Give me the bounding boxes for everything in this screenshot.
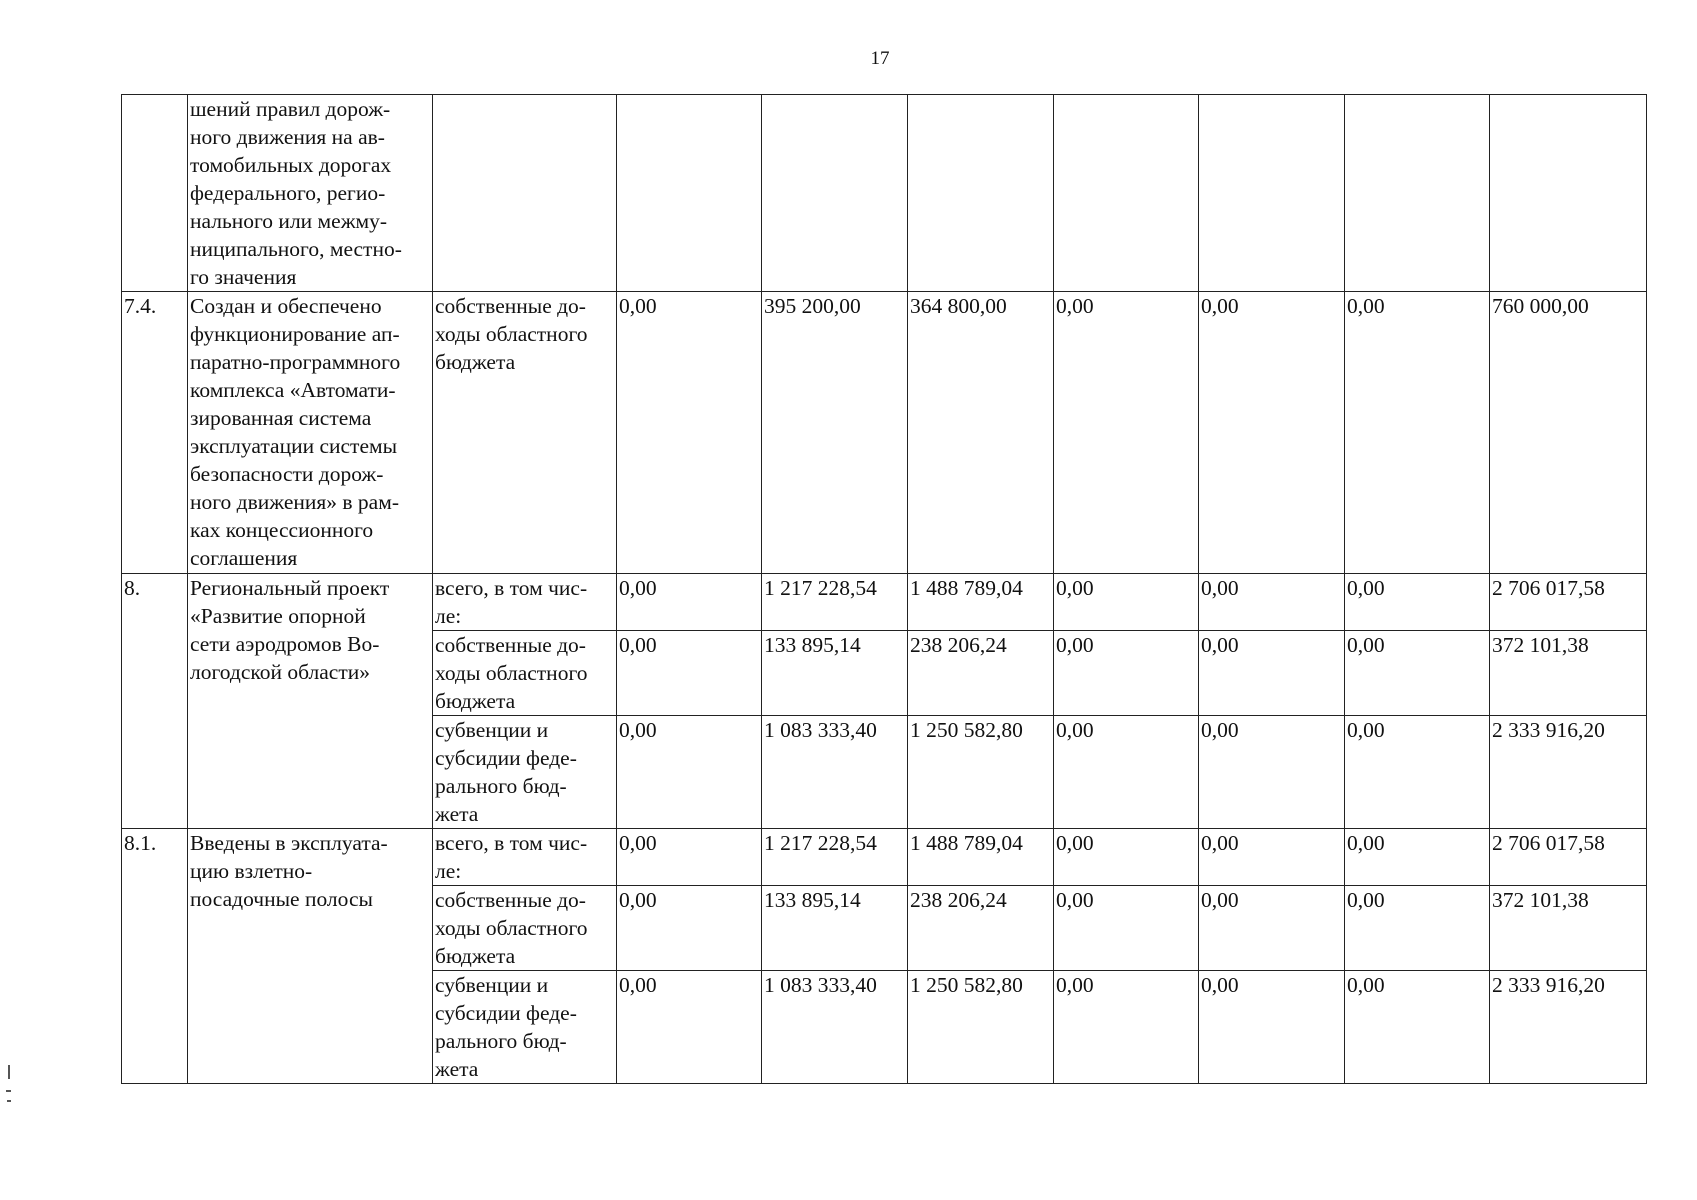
amount-cell: 1 488 789,04 [908,829,1054,886]
item-name-cell: Региональный проект «Развитие опорной сети аэродромов Во- логодской области» [188,574,433,829]
table-row [122,574,1647,631]
amount-cell: 0,00 [1054,886,1199,971]
amount-cell: 133 895,14 [762,886,908,971]
table-row [122,95,1647,292]
budget-table [121,94,1647,1084]
amount-cell: 364 800,00 [908,292,1054,574]
amount-cell: 0,00 [1054,292,1199,574]
item-number-cell [122,95,188,292]
amount-cell: 0,00 [1199,971,1345,1084]
amount-cell: 0,00 [617,631,762,716]
amount-cell: 0,00 [1345,886,1490,971]
amount-cell: 0,00 [1199,574,1345,631]
amount-cell: 0,00 [1345,574,1490,631]
amount-cell: 760 000,00 [1490,292,1647,574]
amount-cell: 0,00 [1054,631,1199,716]
amount-cell: 0,00 [617,886,762,971]
amount-cell: 0,00 [1345,971,1490,1084]
amount-cell: 1 217 228,54 [762,574,908,631]
amount-cell: 0,00 [1054,716,1199,829]
scan-artifact [7,1100,11,1102]
amount-cell: 0,00 [1345,829,1490,886]
table-body [122,95,1647,1084]
amount-cell: 0,00 [1054,971,1199,1084]
amount-cell: 0,00 [1345,631,1490,716]
amount-cell: 2 333 916,20 [1490,971,1647,1084]
funding-source-cell: всего, в том чис- ле: [433,829,617,886]
amount-cell: 1 083 333,40 [762,971,908,1084]
amount-cell: 1 083 333,40 [762,716,908,829]
amount-cell: 0,00 [1054,829,1199,886]
scan-artifact [8,1065,10,1079]
amount-cell: 0,00 [1199,292,1345,574]
amount-cell: 0,00 [1054,574,1199,631]
amount-cell: 1 488 789,04 [908,574,1054,631]
amount-cell [762,95,908,292]
amount-cell: 1 250 582,80 [908,716,1054,829]
amount-cell: 133 895,14 [762,631,908,716]
amount-cell: 0,00 [1199,716,1345,829]
amount-cell: 0,00 [617,971,762,1084]
amount-cell [1490,95,1647,292]
amount-cell: 2 706 017,58 [1490,829,1647,886]
funding-source-cell: собственные до- ходы областного бюджета [433,631,617,716]
item-name-cell: Создан и обеспечено функционирование ап- паратно-программного комплекса «Автомати- зированная система эксплуатации системы безопасности дорож- ного движения» в рам- ках концессионного соглашения [188,292,433,574]
funding-source-cell: собственные до- ходы областного бюджета [433,292,617,574]
item-number-cell: 8. [122,574,188,829]
amount-cell: 0,00 [1345,716,1490,829]
funding-source-cell: всего, в том чис- ле: [433,574,617,631]
funding-source-cell [433,95,617,292]
scan-artifact [6,1090,11,1092]
amount-cell: 1 250 582,80 [908,971,1054,1084]
amount-cell: 0,00 [617,829,762,886]
table-row [122,829,1647,886]
amount-cell: 0,00 [617,716,762,829]
amount-cell [1345,95,1490,292]
amount-cell: 238 206,24 [908,631,1054,716]
amount-cell [908,95,1054,292]
amount-cell: 2 706 017,58 [1490,574,1647,631]
amount-cell: 1 217 228,54 [762,829,908,886]
amount-cell: 0,00 [1199,829,1345,886]
funding-source-cell: субвенции и субсидии феде- рального бюд- жета [433,716,617,829]
amount-cell: 238 206,24 [908,886,1054,971]
table-row [122,292,1647,574]
amount-cell: 0,00 [1199,886,1345,971]
amount-cell: 0,00 [617,292,762,574]
amount-cell: 395 200,00 [762,292,908,574]
funding-source-cell: субвенции и субсидии феде- рального бюд- жета [433,971,617,1084]
funding-source-cell: собственные до- ходы областного бюджета [433,886,617,971]
amount-cell: 0,00 [617,574,762,631]
amount-cell: 372 101,38 [1490,631,1647,716]
amount-cell: 372 101,38 [1490,886,1647,971]
amount-cell: 0,00 [1345,292,1490,574]
amount-cell: 2 333 916,20 [1490,716,1647,829]
item-name-cell: Введены в эксплуата- цию взлетно- посадочные полосы [188,829,433,1084]
item-number-cell: 7.4. [122,292,188,574]
amount-cell: 0,00 [1199,631,1345,716]
amount-cell [1054,95,1199,292]
amount-cell [1199,95,1345,292]
page-number: 17 [870,48,890,69]
item-name-cell: шений правил дорож- ного движения на ав- томобильных дорогах федерального, регио- нального или межму- ниципального, местно- го значения [188,95,433,292]
amount-cell [617,95,762,292]
item-number-cell: 8.1. [122,829,188,1084]
